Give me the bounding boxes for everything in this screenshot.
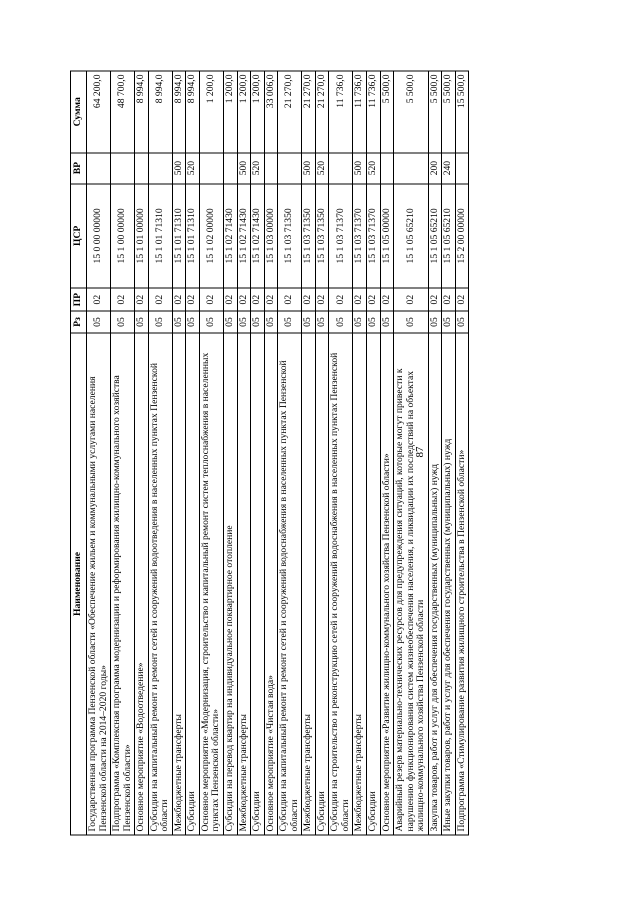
cell-pr: 02	[264, 288, 278, 311]
cell-sum: 5 500,0	[428, 71, 442, 153]
cell-sum: 8 994,0	[135, 71, 149, 153]
rotated-table-area	[70, 70, 580, 835]
cell-csr: 15 1 05 65210	[394, 183, 429, 288]
cell-vr	[199, 152, 223, 183]
cell-sum: 1 200,0	[199, 71, 223, 153]
cell-rz: 05	[353, 311, 367, 333]
cell-name: Субсидии	[186, 332, 200, 834]
cell-pr: 02	[394, 288, 429, 311]
cell-name: Основное мероприятие «Водоотведение»	[135, 332, 149, 834]
cell-csr: 15 1 03 00000	[264, 183, 278, 288]
cell-vr: 520	[251, 152, 265, 183]
budget-table	[70, 70, 469, 835]
table-row	[428, 71, 442, 835]
cell-rz: 05	[237, 311, 251, 333]
cell-vr	[148, 152, 172, 183]
cell-name: Субсидии на капитальный ремонт и ремонт сетей и сооружений водоотведения в населенных пунктах Пензенской области	[148, 332, 172, 834]
header-csr: ЦСР	[71, 183, 87, 288]
table-row	[135, 71, 149, 835]
page-number: 87	[414, 446, 426, 458]
table-row	[380, 71, 394, 835]
cell-csr: 15 1 02 71430	[251, 183, 265, 288]
cell-vr	[380, 152, 394, 183]
cell-pr: 02	[199, 288, 223, 311]
cell-vr	[394, 152, 429, 183]
cell-pr: 02	[353, 288, 367, 311]
cell-vr: 500	[172, 152, 186, 183]
cell-vr	[87, 152, 111, 183]
cell-pr: 02	[172, 288, 186, 311]
cell-sum: 21 270,0	[315, 71, 329, 153]
cell-csr: 15 1 03 71350	[315, 183, 329, 288]
header-sum: Сумма	[71, 71, 87, 153]
cell-rz: 05	[172, 311, 186, 333]
cell-csr: 15 1 01 71310	[186, 183, 200, 288]
cell-sum: 5 500,0	[380, 71, 394, 153]
cell-sum: 8 994,0	[186, 71, 200, 153]
cell-name: Субсидии на капитальный ремонт и ремонт сетей и сооружений водоснабжения в населенных пунктах Пензенской области	[278, 332, 302, 834]
cell-name: Основное мероприятие «Развитие жилищно-коммунального хозяйства Пензенской области»	[380, 332, 394, 834]
cell-rz: 05	[148, 311, 172, 333]
cell-name: Основное мероприятие «Чистая вода»	[264, 332, 278, 834]
cell-vr: 500	[353, 152, 367, 183]
cell-sum: 5 500,0	[442, 71, 456, 153]
cell-name: Государственная программа Пензенской области «Обеспечение жильем и коммунальными услугами населения Пензенской области на 2014–2020 годы»	[87, 332, 111, 834]
cell-csr: 15 1 02 71430	[237, 183, 251, 288]
table-row	[329, 71, 353, 835]
header-rz: Рз	[71, 311, 87, 333]
table-row	[172, 71, 186, 835]
table-row	[148, 71, 172, 835]
cell-sum: 48 700,0	[111, 71, 135, 153]
cell-rz: 05	[367, 311, 381, 333]
cell-pr: 02	[186, 288, 200, 311]
table-row	[302, 71, 316, 835]
table-row	[186, 71, 200, 835]
cell-rz: 05	[251, 311, 265, 333]
cell-rz: 05	[264, 311, 278, 333]
cell-csr: 15 1 03 71370	[367, 183, 381, 288]
cell-sum: 33 006,0	[264, 71, 278, 153]
table-header-row	[71, 71, 87, 835]
cell-csr: 15 1 02 00000	[199, 183, 223, 288]
table-row	[87, 71, 111, 835]
cell-csr: 15 1 00 00000	[111, 183, 135, 288]
cell-vr: 520	[367, 152, 381, 183]
cell-name: Иные закупки товаров, работ и услуг для обеспечения государственных (муниципальных) нужд	[442, 332, 456, 834]
cell-csr: 15 0 00 00000	[87, 183, 111, 288]
cell-rz: 05	[302, 311, 316, 333]
cell-rz: 05	[186, 311, 200, 333]
cell-name: Межбюджетные трансферты	[172, 332, 186, 834]
cell-name: Закупка товаров, работ и услуг для обеспечения государственных (муниципальных) нужд	[428, 332, 442, 834]
cell-rz: 05	[224, 311, 238, 333]
cell-sum: 5 500,0	[394, 71, 429, 153]
cell-csr: 15 1 05 65210	[442, 183, 456, 288]
cell-rz: 05	[278, 311, 302, 333]
cell-name: Субсидии	[367, 332, 381, 834]
cell-rz: 05	[135, 311, 149, 333]
cell-vr	[278, 152, 302, 183]
cell-name: Субсидии	[315, 332, 329, 834]
cell-vr: 200	[428, 152, 442, 183]
cell-rz: 05	[394, 311, 429, 333]
cell-pr: 02	[442, 288, 456, 311]
cell-name: Субсидии на строительство и реконструкцию сетей и сооружений водоснабжения в населенных пунктах Пензенской области	[329, 332, 353, 834]
table-container	[70, 70, 580, 835]
cell-sum: 1 200,0	[237, 71, 251, 153]
cell-name: Аварийный резерв материально-технических ресурсов для предупреждения ситуаций, которые могут привести к нарушению функционирования систем жизнеобеспечения населения, и ликвидации их последствий на объектах жилищно-коммунального хозяйства Пензенской области	[394, 332, 429, 834]
cell-sum: 8 994,0	[172, 71, 186, 153]
table-row	[199, 71, 223, 835]
cell-pr: 02	[380, 288, 394, 311]
cell-pr: 02	[237, 288, 251, 311]
cell-pr: 02	[302, 288, 316, 311]
cell-csr: 15 1 05 65210	[428, 183, 442, 288]
cell-vr: 520	[315, 152, 329, 183]
cell-pr: 02	[455, 288, 469, 311]
cell-sum: 11 736,0	[329, 71, 353, 153]
cell-sum: 1 200,0	[224, 71, 238, 153]
table-row	[278, 71, 302, 835]
cell-name: Субсидии на перевод квартир на индивидуальное поквартирное отопление	[224, 332, 238, 834]
cell-vr	[111, 152, 135, 183]
header-pr: ПР	[71, 288, 87, 311]
cell-sum: 1 200,0	[251, 71, 265, 153]
cell-name: Основное мероприятие «Модернизация, строительство и капитальный ремонт систем теплоснабжения в населенных пунктах Пензенской области»	[199, 332, 223, 834]
cell-rz: 05	[380, 311, 394, 333]
cell-name: Подпрограмма «Стимулирование развития жилищного строительства в Пензенской области»	[455, 332, 469, 834]
cell-vr: 500	[302, 152, 316, 183]
cell-pr: 02	[111, 288, 135, 311]
cell-name: Межбюджетные трансферты	[237, 332, 251, 834]
table-row	[353, 71, 367, 835]
table-row	[111, 71, 135, 835]
cell-vr	[264, 152, 278, 183]
cell-sum: 21 270,0	[302, 71, 316, 153]
cell-pr: 02	[367, 288, 381, 311]
cell-vr: 500	[237, 152, 251, 183]
header-name: Наименование	[71, 332, 87, 834]
cell-csr: 15 1 01 71310	[172, 183, 186, 288]
cell-csr: 15 1 03 71350	[302, 183, 316, 288]
cell-rz: 05	[442, 311, 456, 333]
cell-vr: 240	[442, 152, 456, 183]
cell-pr: 02	[329, 288, 353, 311]
cell-sum: 11 736,0	[353, 71, 367, 153]
cell-csr: 15 1 01 00000	[135, 183, 149, 288]
cell-csr: 15 1 01 71310	[148, 183, 172, 288]
table-row	[315, 71, 329, 835]
cell-csr: 15 2 00 00000	[455, 183, 469, 288]
cell-rz: 05	[455, 311, 469, 333]
table-row	[224, 71, 238, 835]
cell-csr: 15 1 03 71350	[278, 183, 302, 288]
cell-rz: 05	[315, 311, 329, 333]
cell-rz: 05	[428, 311, 442, 333]
table-row	[367, 71, 381, 835]
table-body	[87, 71, 469, 835]
table-row	[264, 71, 278, 835]
cell-rz: 05	[329, 311, 353, 333]
cell-name: Субсидии	[251, 332, 265, 834]
cell-pr: 02	[428, 288, 442, 311]
cell-vr	[135, 152, 149, 183]
cell-name: Подпрограмма «Комплексная программа модернизации и реформирования жилищно-коммунального хозяйства Пензенской области»	[111, 332, 135, 834]
cell-rz: 05	[111, 311, 135, 333]
cell-vr	[329, 152, 353, 183]
cell-pr: 02	[224, 288, 238, 311]
cell-rz: 05	[87, 311, 111, 333]
cell-csr: 15 1 02 71430	[224, 183, 238, 288]
cell-vr	[455, 152, 469, 183]
cell-rz: 05	[199, 311, 223, 333]
table-row	[251, 71, 265, 835]
cell-pr: 02	[278, 288, 302, 311]
cell-pr: 02	[87, 288, 111, 311]
cell-name: Межбюджетные трансферты	[302, 332, 316, 834]
cell-vr: 520	[186, 152, 200, 183]
table-row	[394, 71, 429, 835]
cell-vr	[224, 152, 238, 183]
cell-sum: 64 200,0	[87, 71, 111, 153]
cell-sum: 21 270,0	[278, 71, 302, 153]
cell-pr: 02	[148, 288, 172, 311]
cell-pr: 02	[251, 288, 265, 311]
table-row	[455, 71, 469, 835]
cell-csr: 15 1 03 71370	[329, 183, 353, 288]
table-row	[237, 71, 251, 835]
cell-sum: 15 500,0	[455, 71, 469, 153]
cell-pr: 02	[315, 288, 329, 311]
cell-name: Межбюджетные трансферты	[353, 332, 367, 834]
cell-sum: 11 736,0	[367, 71, 381, 153]
table-row	[442, 71, 456, 835]
cell-csr: 15 1 05 00000	[380, 183, 394, 288]
cell-csr: 15 1 03 71370	[353, 183, 367, 288]
header-vr: ВР	[71, 152, 87, 183]
cell-sum: 8 994,0	[148, 71, 172, 153]
cell-pr: 02	[135, 288, 149, 311]
